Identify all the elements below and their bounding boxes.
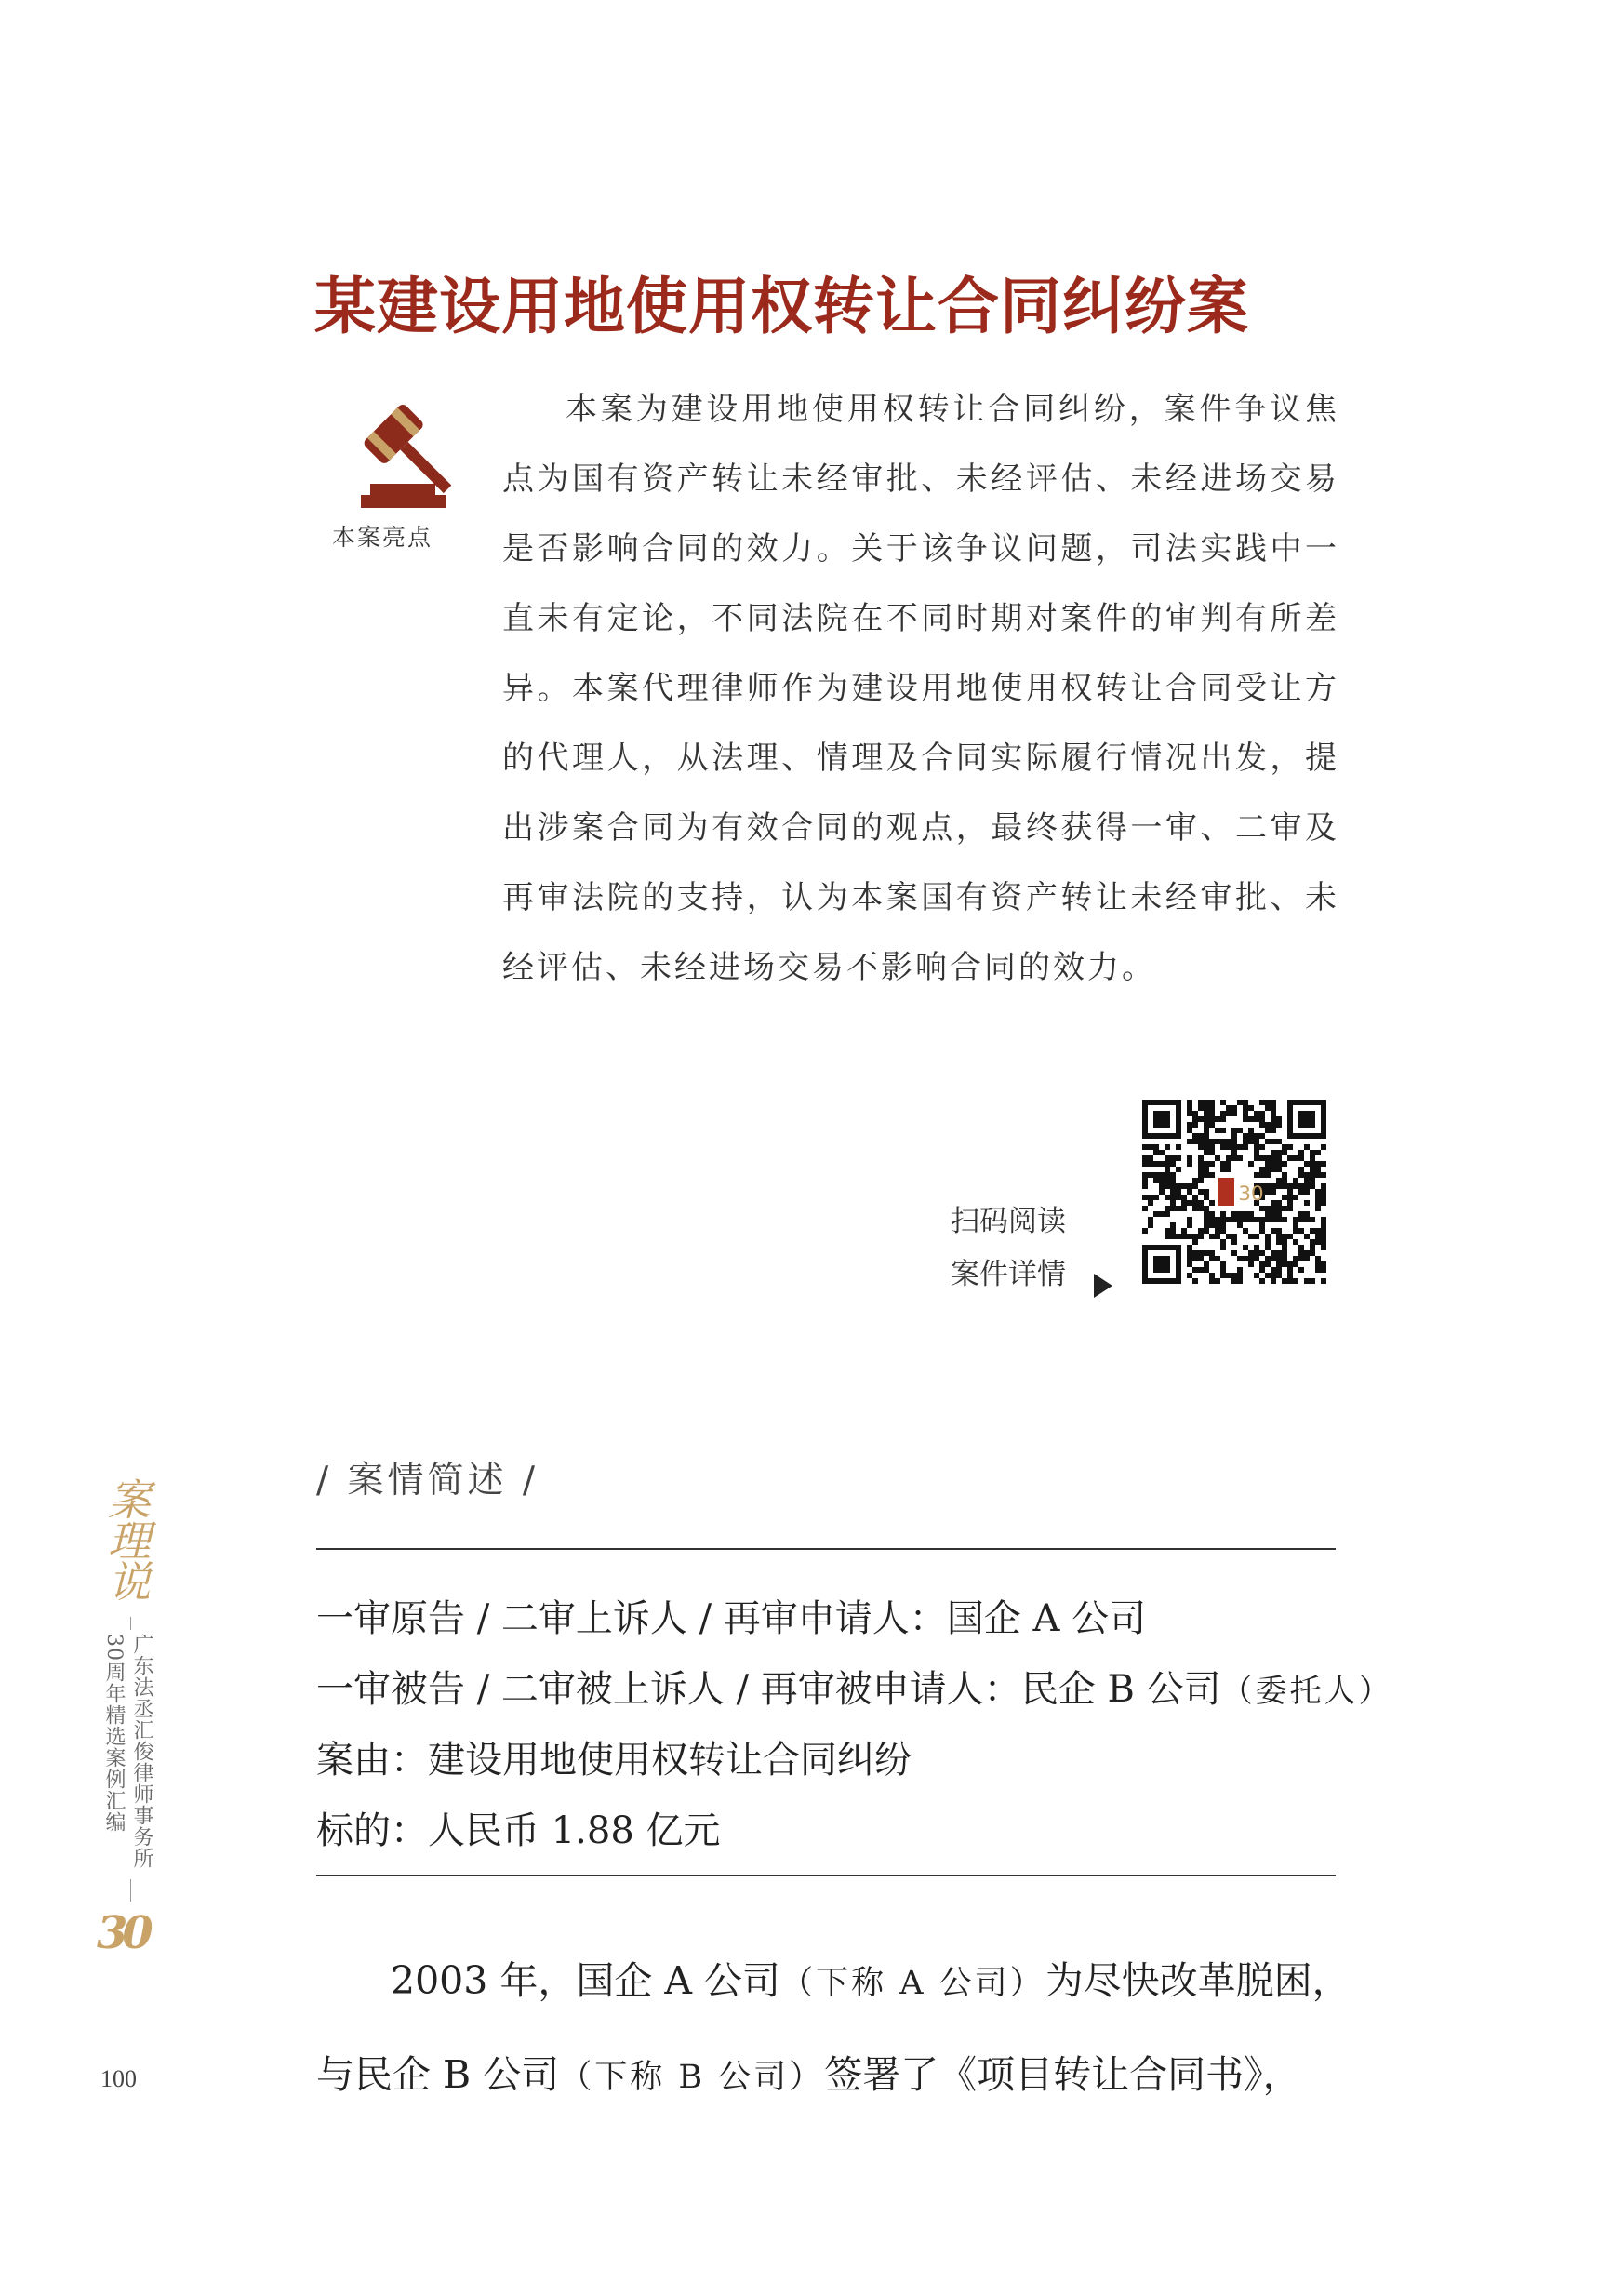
fact-plaintiff — [316, 1589, 1146, 1642]
fact-label: 案由： — [316, 1739, 428, 1782]
fact-value: 国企 A 公司 — [946, 1597, 1147, 1640]
qr-caption — [951, 1195, 1066, 1302]
case-highlight-label: 本案亮点 — [331, 524, 433, 551]
fact-cause — [316, 1730, 912, 1783]
fact-value: 民企 B 公司 — [1020, 1668, 1221, 1711]
divider-top — [316, 1548, 1336, 1550]
body-line: 2003 年，国企 A 公司（下称 A 公司）为尽快改革脱困， — [391, 1958, 1351, 2003]
page-number: 100 — [100, 2065, 137, 2092]
brand-calligraphy: 案理说 — [101, 1477, 152, 1600]
side-divider — [130, 1617, 131, 1630]
fact-subject — [316, 1801, 721, 1854]
fact-label: 标的： — [316, 1809, 428, 1852]
fact-note: （委托人） — [1220, 1673, 1393, 1710]
play-arrow-icon — [1092, 1272, 1114, 1300]
firm-name: 广东法丞汇俊律师事务所 — [130, 1634, 153, 1869]
section-heading: / 案情简述 / — [316, 1460, 539, 1502]
fact-value: 建设用地使用权转让合同纠纷 — [428, 1739, 912, 1782]
qr-caption-line2: 案件详情 — [951, 1258, 1066, 1291]
qr-code[interactable] — [1142, 1100, 1326, 1284]
gavel-icon — [313, 400, 452, 512]
fact-value: 人民币 1.88 亿元 — [428, 1809, 721, 1852]
case-highlight-paragraph: 本案为建设用地使用权转让合同纠纷，案件争议焦点为国有资产转让未经审批、未经评估、未经进场交易是否影响合同的效力。关于该争议问题，司法实践中一直未有定论，不同法院在不同时期对案件的审判有所差异。本案代理律师作为建设用地使用权转让合同受让方的代理人，从法理、情理及合同实际履行情况出发，提出涉案合同为有效合同的观点，最终获得一审、二审及再审法院的支持，认为本案国有资产转让未经审批、未经评估、未经进场交易不影响合同的效力。 — [502, 391, 1339, 986]
fact-label: 一审原告 / 二审上诉人 / 再审申请人： — [316, 1597, 947, 1640]
side-branding — [93, 1477, 186, 2082]
fact-label: 一审被告 / 二审被上诉人 / 再审被申请人： — [316, 1668, 1021, 1711]
side-divider — [130, 1879, 131, 1902]
page-title: 某建设用地使用权转让合同纠纷案 — [314, 270, 1249, 342]
svg-text:30: 30 — [1238, 1182, 1264, 1206]
fact-defendant — [316, 1660, 1393, 1713]
divider-bottom — [316, 1875, 1336, 1876]
qr-caption-line1: 扫码阅读 — [951, 1205, 1066, 1238]
book-subtitle: 30周年精选案例汇编 — [102, 1634, 126, 1833]
body-line: 与民企 B 公司（下称 B 公司）签署了《项目转让合同书》， — [316, 2052, 1301, 2097]
anniversary-logo: 30 — [97, 1907, 148, 1959]
case-highlight-badge — [313, 400, 452, 558]
